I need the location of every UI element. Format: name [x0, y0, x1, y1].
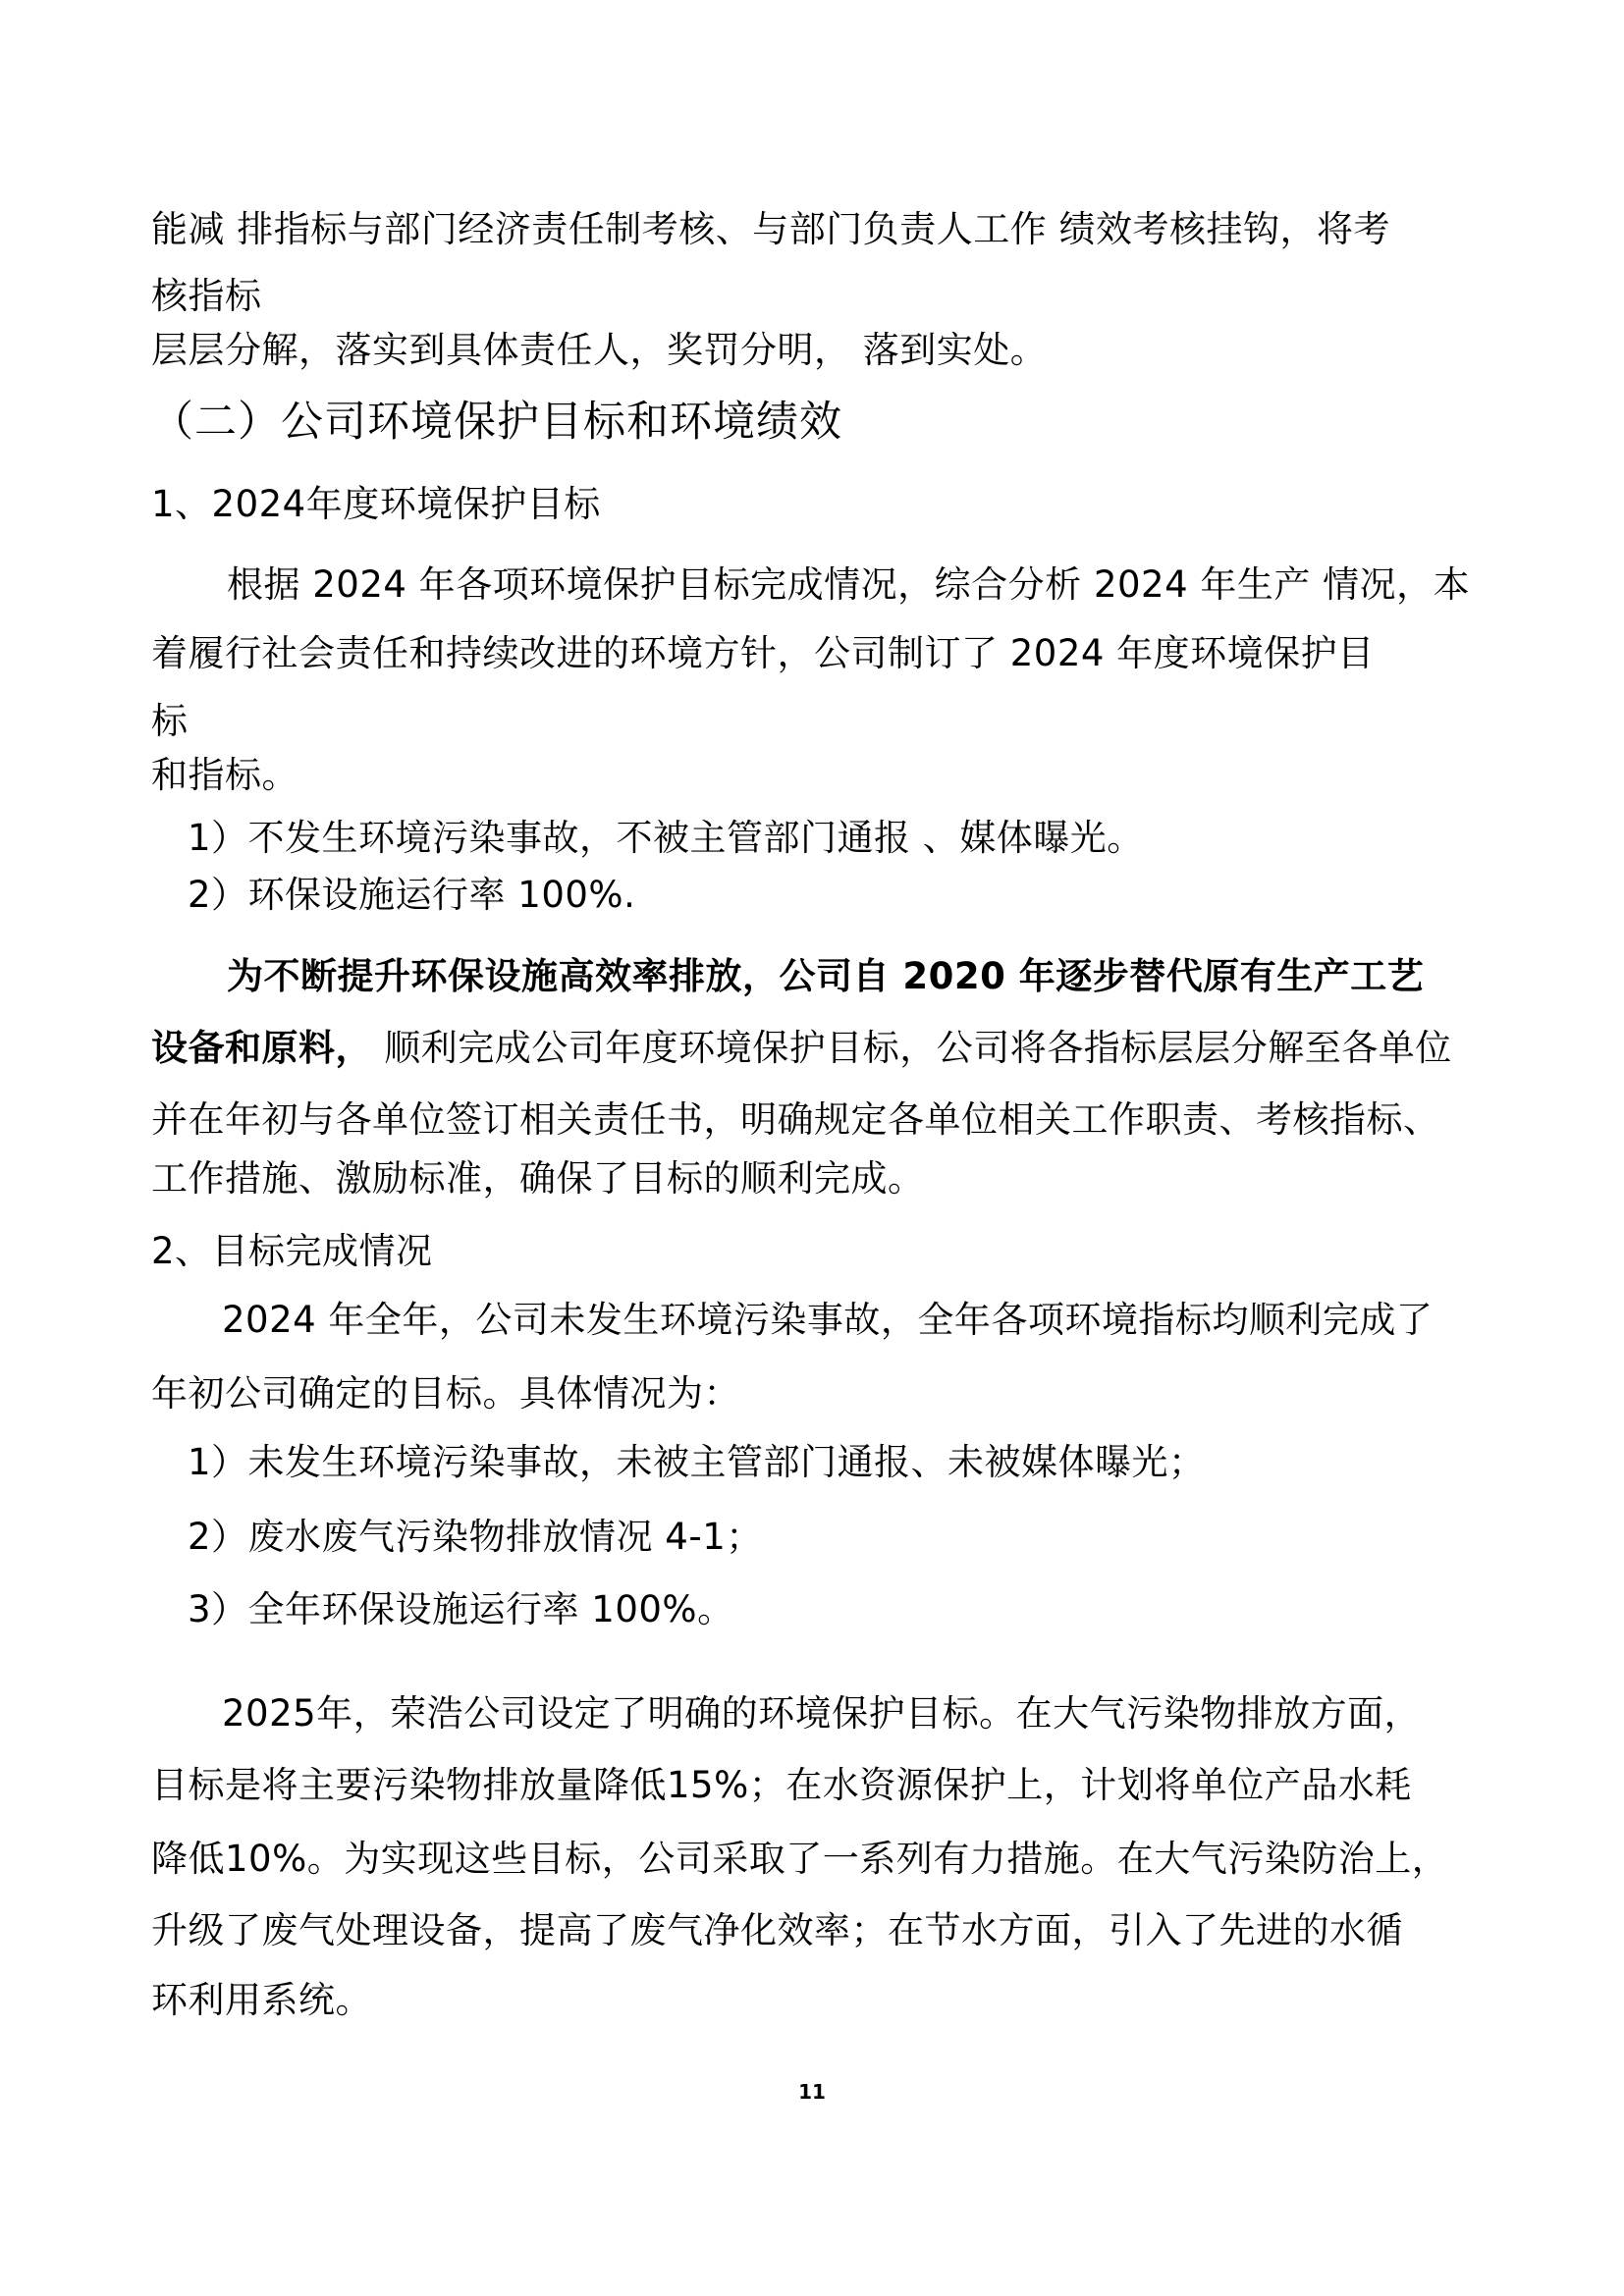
body-text-line: 能减 排指标与部门经济责任制考核、与部门负责人工作 绩效考核挂钩，将考 [151, 208, 1391, 250]
list-item: 2）废水废气污染物排放情况 4-1； [188, 1516, 763, 1558]
body-text-line: 根据 2024 年各项环境保护目标完成情况，综合分析 2024 年生产 情况，本 [227, 563, 1471, 606]
body-text-line [151, 1027, 1452, 1070]
body-text-line: 2025年，荣浩公司设定了明确的环境保护目标。在大气污染物排放方面， [222, 1692, 1422, 1735]
body-text-line: 年初公司确定的目标。具体情况为： [151, 1372, 740, 1415]
list-item: 1）未发生环境污染事故，未被主管部门通报、未被媒体曝光； [188, 1441, 1206, 1483]
section-heading: （二）公司环境保护目标和环境绩效 [151, 398, 842, 447]
subsection-heading: 1、2024年度环境保护目标 [151, 483, 601, 525]
body-text-line: 为不断提升环保设施高效率排放，公司自 2020 年逐步替代原有生产工艺 [227, 955, 1425, 997]
page-number: 11 [798, 2080, 826, 2104]
list-item: 2）环保设施运行率 100%. [188, 874, 636, 916]
body-text-line: 标 [151, 700, 189, 742]
body-text-line: 和指标。 [151, 754, 298, 796]
body-text-line: 目标是将主要污染物排放量降低15%；在水资源保护上，计划将单位产品水耗 [151, 1764, 1412, 1806]
body-text-line: 着履行社会责任和持续改进的环境方针，公司制订了 2024 年度环境保护目 [151, 632, 1375, 674]
body-text-line: 2024 年全年，公司未发生环境污染事故，全年各项环境指标均顺利完成了 [222, 1299, 1434, 1341]
body-text: 顺利完成公司年度环境保护目标，公司将各指标层层分解至各单位 [372, 1027, 1452, 1069]
body-text-line: 升级了废气处理设备，提高了废气净化效率；在节水方面，引入了先进的水循 [151, 1909, 1403, 1951]
list-item: 1）不发生环境污染事故，不被主管部门通报 、媒体曝光。 [188, 817, 1144, 859]
bold-text: 设备和原料， [151, 1027, 372, 1069]
body-text-line: 并在年初与各单位签订相关责任书，明确规定各单位相关工作职责、考核指标、 [151, 1098, 1440, 1141]
body-text-line: 核指标 [151, 275, 262, 317]
body-text-line: 环利用系统。 [151, 1979, 372, 2021]
subsection-heading: 2、目标完成情况 [151, 1230, 433, 1272]
body-text-line: 降低10%。为实现这些目标，公司采取了一系列有力措施。在大气污染防治上， [151, 1838, 1449, 1880]
body-text-line: 层层分解，落实到具体责任人，奖罚分明， 落到实处。 [151, 329, 1048, 371]
body-text-line: 工作措施、激励标准，确保了目标的顺利完成。 [151, 1157, 925, 1200]
list-item: 3）全年环保设施运行率 100%。 [188, 1588, 734, 1630]
